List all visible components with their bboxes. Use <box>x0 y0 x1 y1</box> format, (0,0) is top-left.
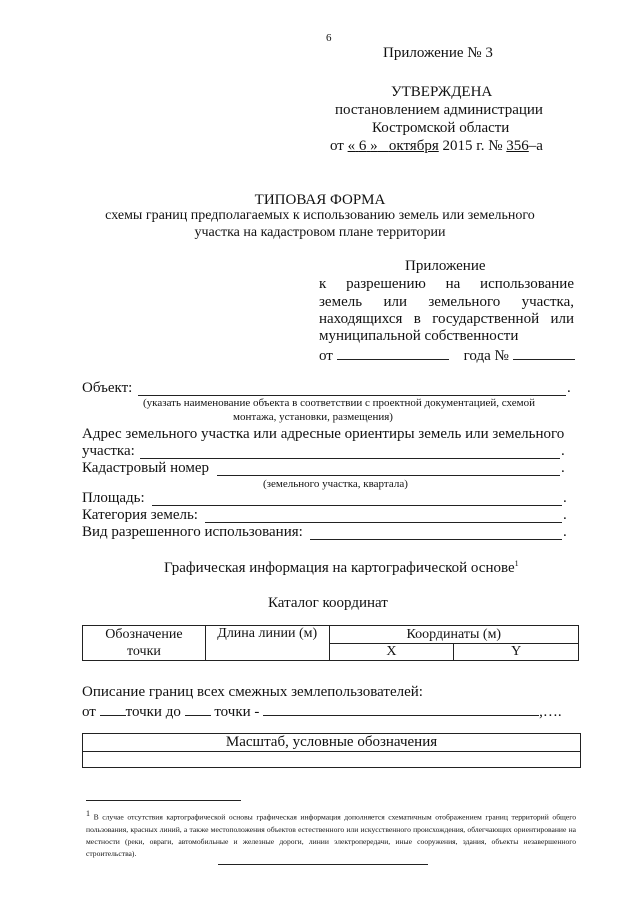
area-line <box>152 505 562 506</box>
attachment-line3: находящихся в государственной или <box>319 311 574 327</box>
page-number: 6 <box>326 32 332 44</box>
usage-period: . <box>563 524 567 540</box>
object-note-line1: (указать наименование объекта в соответствии с проектной документацией, схемой <box>143 397 535 409</box>
address-line <box>140 458 560 459</box>
boundaries-ending: ,…. <box>539 704 562 720</box>
form-subtitle-line1: схемы границ предполагаемых к использованию земель или земельного <box>105 208 535 223</box>
boundaries-title: Описание границ всех смежных землепользователей: <box>82 684 423 700</box>
object-label: Объект: <box>82 380 133 396</box>
cadastral-line <box>217 475 560 476</box>
boundaries-description-blank <box>263 701 539 716</box>
cadastral-note: (земельного участка, квартала) <box>263 478 408 490</box>
scale-label: Масштаб, условные обозначения <box>225 734 438 750</box>
boundaries-to-blank <box>185 701 211 716</box>
address-label: участка: <box>82 443 135 459</box>
approval-number: 356 <box>506 138 529 154</box>
scale-box <box>82 733 581 768</box>
usage-line <box>310 539 562 540</box>
footnote <box>86 808 576 860</box>
col-y-header: Y <box>454 643 579 661</box>
approval-from: от <box>330 138 344 154</box>
footnote-marker: 1 <box>86 809 90 818</box>
category-label: Категория земель: <box>82 507 198 523</box>
graphic-info-footnote-ref: 1 <box>514 559 519 568</box>
col-length-header: Длина линии (м) <box>205 626 329 661</box>
category-line <box>205 522 562 523</box>
address-period: . <box>561 443 565 459</box>
boundaries-point-to: точки до <box>125 704 181 720</box>
attachment-line4: муниципальной собственности <box>319 328 519 344</box>
cadastral-label: Кадастровый номер <box>82 460 209 476</box>
approval-year: 2015 г. № <box>442 138 503 154</box>
col-point-header: Обозначение точки <box>83 626 206 661</box>
area-period: . <box>563 490 567 506</box>
footnote-text: В случае отсутствия картографической основы графическая информация дополняется схематичным отображением границ территорий общего пользования, красных линий, а также местоположения объектов естественного или искусственного происхождения, облегчающих ориентирование на местности (реки, овраги, автомобильные и железные дороги, линии электропередачи, иные сооружения, здания, объекты незавершенного строительства). <box>86 812 576 858</box>
form-title: ТИПОВАЯ ФОРМА <box>254 192 386 208</box>
footnote-end-line <box>218 864 428 865</box>
attachment-year: года № <box>463 348 509 364</box>
scale-divider <box>83 751 580 752</box>
catalog-title: Каталог координат <box>268 595 388 611</box>
cadastral-period: . <box>561 460 565 476</box>
attachment-line2: земель или земельного участка, <box>319 294 574 310</box>
approval-number-suffix: –а <box>528 138 543 154</box>
object-note-line2: монтажа, установки, размещения) <box>233 411 393 423</box>
attachment-line1: к разрешению на использование <box>319 276 574 292</box>
appendix-label: Приложение № 3 <box>383 45 493 61</box>
boundaries-point-dash: точки - <box>214 704 260 720</box>
attachment-from: от <box>319 348 333 364</box>
col-coordinates-header: Координаты (м) <box>329 626 578 644</box>
boundaries-line <box>82 701 562 721</box>
boundaries-from: от <box>82 704 96 720</box>
boundaries-from-blank <box>100 701 126 716</box>
approval-title: УТВЕРЖДЕНА <box>391 84 493 100</box>
table-header-row <box>83 626 579 644</box>
form-subtitle-line2: участка на кадастровом плане территории <box>194 225 446 240</box>
approval-day-open: « <box>347 138 356 154</box>
approval-month: октября <box>388 138 439 154</box>
attachment-title: Приложение <box>405 258 486 274</box>
approval-line1: постановлением администрации <box>335 102 543 118</box>
coordinates-table <box>82 625 579 661</box>
graphic-info: Графическая информация на картографической основе$^1$ <box>164 559 519 576</box>
usage-label: Вид разрешенного использования: <box>82 524 303 540</box>
approval-day: 6 <box>358 138 367 154</box>
footnote-separator <box>86 800 241 801</box>
object-period: . <box>567 380 571 396</box>
col-x-header: X <box>329 643 454 661</box>
attachment-date-blank <box>337 345 449 360</box>
object-line <box>138 395 566 396</box>
approval-line2: Костромской области <box>372 120 510 136</box>
area-label: Площадь: <box>82 490 145 506</box>
approval-day-close: » <box>370 138 378 154</box>
category-period: . <box>563 507 567 523</box>
approval-date-line <box>330 138 543 155</box>
attachment-date-line <box>319 345 575 365</box>
attachment-number-blank <box>513 345 575 360</box>
address-line1: Адрес земельного участка или адресные ориентиры земель или земельного <box>82 426 565 442</box>
